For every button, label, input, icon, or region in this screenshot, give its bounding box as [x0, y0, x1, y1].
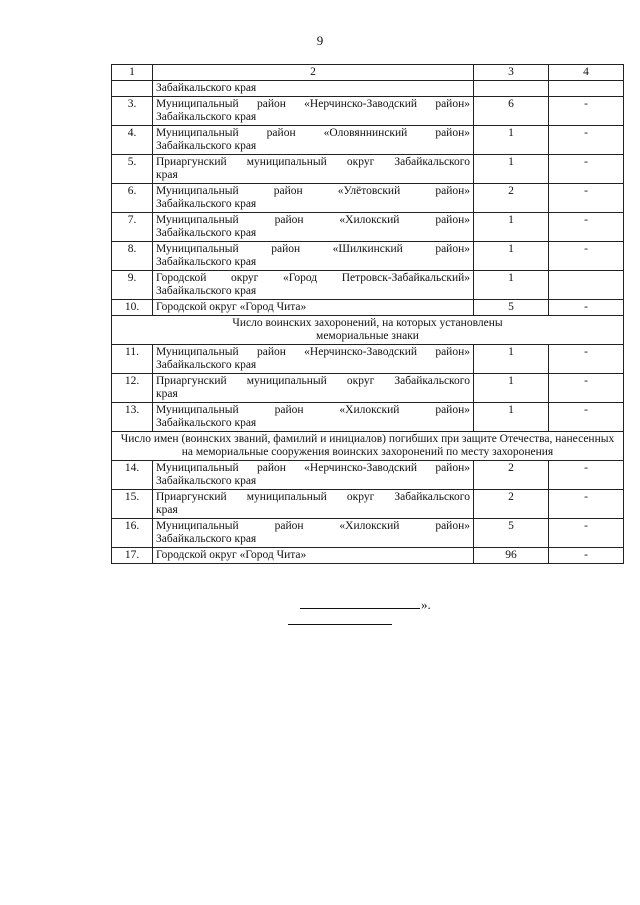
group1-rows	[112, 97, 624, 316]
row-name-line1: Муниципальный район «Хилокский район»	[156, 404, 470, 416]
table-row	[112, 548, 624, 564]
row-name-line1: Муниципальный район «Хилокский район»	[156, 214, 470, 226]
row-name-line2: Забайкальского края	[156, 359, 257, 371]
section2-title: Число воинских захоронений, на которых установлены мемориальные знаки	[112, 316, 624, 345]
table-row	[112, 300, 624, 316]
row-name: Городской округ «Город Чита»	[153, 548, 474, 564]
row-extra: -	[549, 519, 624, 548]
row-name	[153, 242, 474, 271]
group2-rows	[112, 345, 624, 432]
row-extra: -	[549, 548, 624, 564]
closing-underline	[300, 597, 420, 609]
end-rule	[288, 624, 392, 625]
row-name-line2: Забайкальского края	[156, 256, 257, 268]
row-name: Городской округ «Город Чита»	[153, 300, 474, 316]
row-extra: -	[549, 345, 624, 374]
row-name	[153, 461, 474, 490]
section-row	[112, 432, 624, 461]
row-number	[112, 81, 153, 97]
section3-title: Число имен (воинских званий, фамилий и инициалов) погибших при защите Отечества, нанесенных на мемориальные сооружения воинских захоронений по месту захоронения	[112, 432, 624, 461]
row-name-line2: Забайкальского края	[156, 285, 257, 297]
row-name-line1: Муниципальный район «Нерчинско-Заводский район»	[156, 462, 470, 474]
row-name-line1: Муниципальный район «Шилкинский район»	[156, 243, 470, 255]
row-count: 5	[474, 300, 549, 316]
row-count: 2	[474, 490, 549, 519]
table-row	[112, 403, 624, 432]
row-number: 16.	[112, 519, 153, 548]
row-name	[153, 213, 474, 242]
row-count: 1	[474, 345, 549, 374]
row-count: 1	[474, 155, 549, 184]
row-extra: -	[549, 461, 624, 490]
row-number: 11.	[112, 345, 153, 374]
row-number: 3.	[112, 97, 153, 126]
row-count: 1	[474, 126, 549, 155]
table-row	[112, 519, 624, 548]
row-number: 10.	[112, 300, 153, 316]
row-name	[153, 126, 474, 155]
header-cell-3: 3	[474, 65, 549, 81]
row-extra: -	[549, 97, 624, 126]
row-count: 2	[474, 184, 549, 213]
row-count: 1	[474, 271, 549, 300]
row-name-line1: Приаргунский муниципальный округ Забайкальского	[156, 156, 470, 168]
row-count: 5	[474, 519, 549, 548]
row-name	[153, 184, 474, 213]
row-count: 96	[474, 548, 549, 564]
group3-rows	[112, 461, 624, 564]
row-extra: -	[549, 490, 624, 519]
row-name	[153, 374, 474, 403]
header-cell-4: 4	[549, 65, 624, 81]
row-number: 6.	[112, 184, 153, 213]
row-number: 14.	[112, 461, 153, 490]
burial-statistics-table	[111, 64, 624, 564]
row-name-line1: Приаргунский муниципальный округ Забайкальского	[156, 375, 470, 387]
row-extra: -	[549, 155, 624, 184]
row-name-line2: края	[156, 388, 178, 400]
row-name-line2: края	[156, 504, 178, 516]
row-name-line1: Муниципальный район «Нерчинско-Заводский район»	[156, 98, 470, 110]
row-extra: -	[549, 300, 624, 316]
row-name	[153, 345, 474, 374]
row-extra: -	[549, 242, 624, 271]
table-row	[112, 345, 624, 374]
row-name-line1: Муниципальный район «Улётовский район»	[156, 185, 470, 197]
row-name	[153, 519, 474, 548]
row-count: 1	[474, 374, 549, 403]
continuation-text: Забайкальского края	[153, 81, 474, 97]
row-name-line2: края	[156, 169, 178, 181]
table-row	[112, 374, 624, 403]
row-name	[153, 155, 474, 184]
table-row	[112, 81, 624, 97]
row-extra: -	[549, 213, 624, 242]
row-number: 5.	[112, 155, 153, 184]
section-row	[112, 316, 624, 345]
row-extra: -	[549, 403, 624, 432]
row-extra: -	[549, 184, 624, 213]
row-number: 9.	[112, 271, 153, 300]
row-number: 8.	[112, 242, 153, 271]
row-extra	[549, 81, 624, 97]
row-name-line2: Забайкальского края	[156, 140, 257, 152]
row-name-line1: Муниципальный район «Оловяннинский район»	[156, 127, 470, 139]
table-row	[112, 271, 624, 300]
table-row	[112, 126, 624, 155]
row-name-line1: Муниципальный район «Хилокский район»	[156, 520, 470, 532]
header-cell-1: 1	[112, 65, 153, 81]
row-name	[153, 403, 474, 432]
row-count	[474, 81, 549, 97]
row-name-line1: Приаргунский муниципальный округ Забайкальского	[156, 491, 470, 503]
row-count: 1	[474, 242, 549, 271]
page-number: 9	[316, 33, 324, 48]
row-name-line1: Муниципальный район «Нерчинско-Заводский район»	[156, 346, 470, 358]
row-number: 13.	[112, 403, 153, 432]
table-row	[112, 490, 624, 519]
closing-quote: ».	[421, 597, 431, 612]
table-header-row	[112, 65, 624, 81]
table-row	[112, 97, 624, 126]
row-name-line1: Городской округ «Город Петровск-Забайкальский»	[156, 272, 470, 284]
row-number: 17.	[112, 548, 153, 564]
row-number: 7.	[112, 213, 153, 242]
row-number: 4.	[112, 126, 153, 155]
row-number: 15.	[112, 490, 153, 519]
row-extra: -	[549, 374, 624, 403]
row-name-line2: Забайкальского края	[156, 111, 257, 123]
row-name-line2: Забайкальского края	[156, 227, 257, 239]
row-extra	[549, 271, 624, 300]
header-cell-2: 2	[153, 65, 474, 81]
row-name	[153, 271, 474, 300]
row-count: 6	[474, 97, 549, 126]
row-name-line2: Забайкальского края	[156, 417, 257, 429]
table-row	[112, 184, 624, 213]
row-count: 2	[474, 461, 549, 490]
row-name	[153, 97, 474, 126]
row-name-line2: Забайкальского края	[156, 198, 257, 210]
row-number: 12.	[112, 374, 153, 403]
table-row	[112, 213, 624, 242]
row-name	[153, 490, 474, 519]
table-row	[112, 155, 624, 184]
row-extra: -	[549, 126, 624, 155]
row-count: 1	[474, 213, 549, 242]
row-name-line2: Забайкальского края	[156, 475, 257, 487]
closing-mark	[300, 597, 431, 613]
row-count: 1	[474, 403, 549, 432]
table-row	[112, 242, 624, 271]
table-row	[112, 461, 624, 490]
row-name-line2: Забайкальского края	[156, 533, 257, 545]
